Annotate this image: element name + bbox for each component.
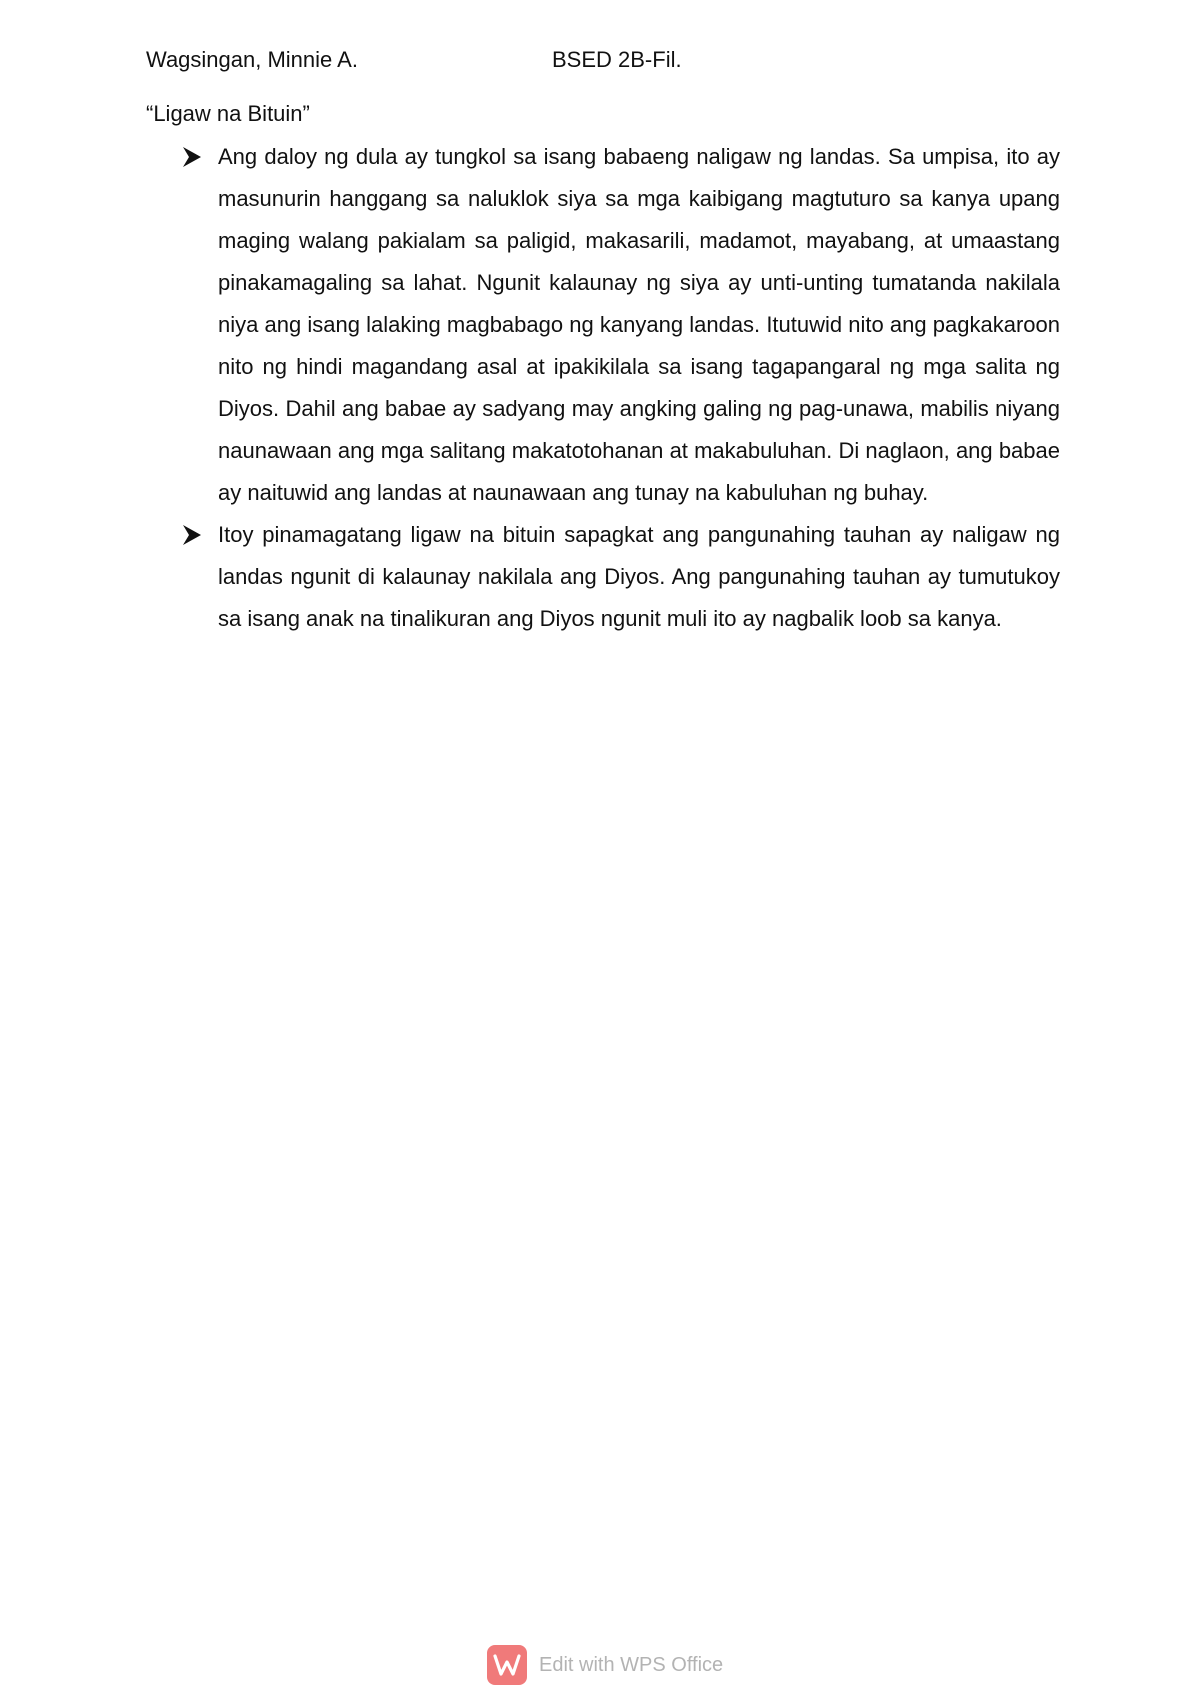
course-label: BSED 2B-Fil. [552,47,682,72]
bullet-item [180,514,1060,640]
bullet-text: Ang daloy ng dula ay tungkol sa isang babaeng naligaw ng landas. Sa umpisa, ito ay masunurin hanggang sa naluklok siya sa mga kaibigang magtuturo sa kanya upang maging walang pakialam sa paligid, makasarili, madamot, mayabang, at umaastang pinakamagaling sa lahat. Ngunit kalaunay ng siya ay unti-unting tumatanda nakilala niya ang isang lalaking magbabago ng kanyang landas. Itutuwid nito ang pagkakaroon nito ng hindi magandang asal at ipakikilala sa isang tagapangaral ng mga salita ng Diyos. Dahil ang babae ay sadyang may angking galing ng pag-unawa, mabilis niyang naunawaan ang mga salitang makatotohanan at makabuluhan. Di naglaon, ang babae ay naituwid ang landas at naunawaan ang tunay na kabuluhan ng buhay. [218,144,1060,505]
watermark-label: Edit with WPS Office [539,1653,724,1676]
document-title: “Ligaw na Bituin” [146,101,310,126]
bullet-list [180,136,1060,640]
author-name: Wagsingan, Minnie A. [146,47,358,72]
arrowhead-bullet-icon [182,146,202,168]
bullet-text: Itoy pinamagatang ligaw na bituin sapagkat ang pangunahing tauhan ay naligaw ng landas ngunit di kalaunay nakilala ang Diyos. Ang pangunahing tauhan ay tumutukoy sa isang anak na tinalikuran ang Diyos ngunit muli ito ay nagbalik loob sa kanya. [218,522,1060,631]
arrowhead-bullet-icon [182,524,202,546]
bullet-item [180,136,1060,514]
wps-logo-icon [487,1645,527,1685]
wps-watermark[interactable] [487,1643,723,1687]
